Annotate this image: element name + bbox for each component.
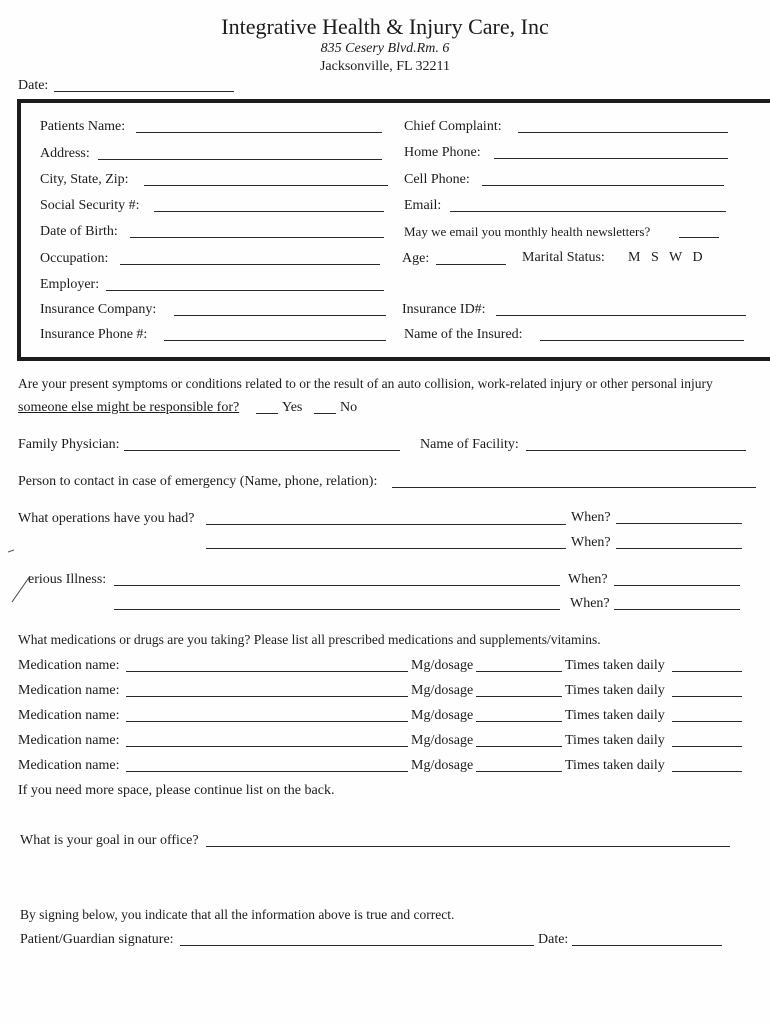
name-insured-field[interactable] [540, 340, 744, 341]
employer-field[interactable] [106, 290, 384, 291]
medication-name-label: Medication name: [18, 658, 120, 673]
medication-name-field[interactable] [126, 696, 408, 697]
illness-when-label-1: When? [568, 572, 608, 587]
illness-field-1[interactable] [114, 585, 560, 586]
patients-name-label: Patients Name: [40, 119, 126, 134]
occupation-label: Occupation: [40, 251, 109, 266]
dosage-label: Mg/dosage [411, 758, 474, 773]
signature-date-label: Date: [538, 932, 569, 947]
newsletter-answer-field[interactable] [679, 237, 719, 238]
dosage-label: Mg/dosage [411, 683, 474, 698]
occupation-field[interactable] [120, 264, 380, 265]
operations-when-field-2[interactable] [616, 548, 742, 549]
insurance-company-label: Insurance Company: [40, 302, 157, 317]
cell-phone-field[interactable] [482, 185, 724, 186]
dosage-label: Mg/dosage [411, 658, 474, 673]
age-label: Age: [402, 251, 430, 266]
signature-label: Patient/Guardian signature: [20, 932, 174, 947]
employer-label: Employer: [40, 277, 100, 292]
marital-status-options[interactable]: M S W D [628, 250, 703, 265]
address-field[interactable] [98, 159, 382, 160]
signature-statement: By signing below, you indicate that all the information above is true and correct. [20, 907, 455, 922]
dosage-label: Mg/dosage [411, 733, 474, 748]
signature-field[interactable] [180, 945, 534, 946]
insurance-id-field[interactable] [496, 315, 746, 316]
insurance-company-field[interactable] [174, 315, 386, 316]
medication-name-field[interactable] [126, 721, 408, 722]
insurance-phone-field[interactable] [164, 340, 386, 341]
insurance-id-label: Insurance ID#: [402, 302, 486, 317]
medication-name-field[interactable] [126, 671, 408, 672]
date-field[interactable] [54, 91, 234, 92]
times-daily-label: Times taken daily [565, 733, 665, 748]
dosage-field[interactable] [476, 696, 562, 697]
illness-field-2[interactable] [114, 609, 560, 610]
more-space-note: If you need more space, please continue list on the back. [18, 783, 335, 798]
dosage-field[interactable] [476, 721, 562, 722]
operations-when-label-1: When? [571, 510, 611, 525]
patients-name-field[interactable] [136, 132, 382, 133]
yes-checkbox-line[interactable] [256, 413, 278, 414]
signature-date-field[interactable] [572, 945, 722, 946]
dosage-field[interactable] [476, 671, 562, 672]
cell-phone-label: Cell Phone: [404, 172, 470, 187]
name-insured-label: Name of the Insured: [404, 327, 523, 342]
name-facility-label: Name of Facility: [420, 437, 519, 452]
ssn-label: Social Security #: [40, 198, 140, 213]
family-physician-field[interactable] [124, 450, 400, 451]
address-label: Address: [40, 146, 90, 161]
dosage-field[interactable] [476, 746, 562, 747]
name-facility-field[interactable] [526, 450, 746, 451]
date-label: Date: [18, 78, 49, 93]
illness-when-field-2[interactable] [614, 609, 740, 610]
marital-status-label: Marital Status: [522, 250, 605, 265]
injury-question-line2: someone else might be responsible for? [18, 400, 240, 415]
dosage-field[interactable] [476, 771, 562, 772]
times-daily-field[interactable] [672, 671, 742, 672]
times-daily-field[interactable] [672, 746, 742, 747]
medication-name-label: Medication name: [18, 758, 120, 773]
dob-label: Date of Birth: [40, 224, 118, 239]
times-daily-field[interactable] [672, 721, 742, 722]
city-state-zip-field[interactable] [144, 185, 388, 186]
email-field[interactable] [450, 211, 726, 212]
operations-when-field-1[interactable] [616, 523, 742, 524]
goal-field[interactable] [206, 846, 730, 847]
no-label: No [340, 400, 358, 415]
goal-label: What is your goal in our office? [20, 833, 199, 848]
operations-field-2[interactable] [206, 548, 566, 549]
age-field[interactable] [436, 264, 506, 265]
patient-info-box [17, 99, 770, 361]
injury-question-line1: Are your present symptoms or conditions related to or the result of an auto collision, work-related injury or other personal injury [18, 376, 713, 391]
chief-complaint-label: Chief Complaint: [404, 119, 502, 134]
family-physician-label: Family Physician: [18, 437, 120, 452]
medication-name-label: Medication name: [18, 708, 120, 723]
operations-when-label-2: When? [571, 535, 611, 550]
home-phone-label: Home Phone: [404, 145, 481, 160]
dob-field[interactable] [130, 237, 384, 238]
times-daily-label: Times taken daily [565, 658, 665, 673]
serious-illness-label: erious Illness: [28, 572, 107, 587]
insurance-phone-label: Insurance Phone #: [40, 327, 148, 342]
chief-complaint-field[interactable] [518, 132, 728, 133]
operations-label: What operations have you had? [18, 511, 195, 526]
medication-name-field[interactable] [126, 746, 408, 747]
medications-intro: What medications or drugs are you taking? Please list all prescribed medications and supplements/vitamins. [18, 632, 601, 647]
medication-name-label: Medication name: [18, 683, 120, 698]
clinic-address-line1: 835 Cesery Blvd.Rm. 6 [320, 41, 450, 56]
emergency-contact-label: Person to contact in case of emergency (Name, phone, relation): [18, 474, 378, 489]
operations-field-1[interactable] [206, 524, 566, 525]
medication-name-label: Medication name: [18, 733, 120, 748]
dosage-label: Mg/dosage [411, 708, 474, 723]
times-daily-label: Times taken daily [565, 758, 665, 773]
newsletter-question: May we email you monthly health newsletters? [404, 224, 651, 239]
emergency-contact-field[interactable] [392, 487, 756, 488]
city-state-zip-label: City, State, Zip: [40, 172, 129, 187]
times-daily-field[interactable] [672, 771, 742, 772]
yes-label: Yes [282, 400, 303, 415]
illness-when-label-2: When? [570, 596, 610, 611]
times-daily-label: Times taken daily [565, 683, 665, 698]
clinic-name: Integrative Health & Injury Care, Inc [221, 14, 549, 39]
illness-when-field-1[interactable] [614, 585, 740, 586]
times-daily-field[interactable] [672, 696, 742, 697]
home-phone-field[interactable] [494, 158, 728, 159]
email-label: Email: [404, 198, 442, 213]
times-daily-label: Times taken daily [565, 708, 665, 723]
no-checkbox-line[interactable] [314, 413, 336, 414]
medication-name-field[interactable] [126, 771, 408, 772]
clinic-address-line2: Jacksonville, FL 32211 [319, 59, 450, 74]
ssn-field[interactable] [154, 211, 384, 212]
